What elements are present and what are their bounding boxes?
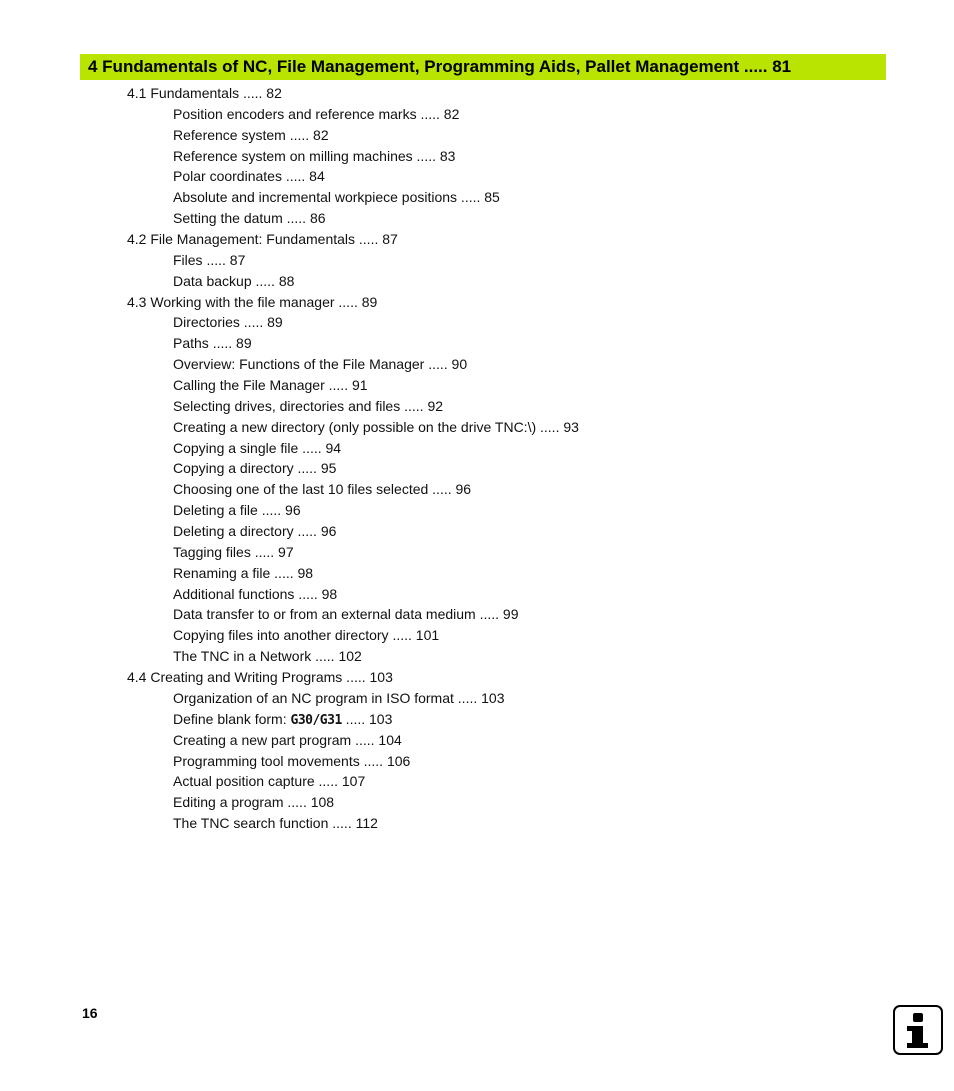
toc-entry[interactable]: Deleting a directory ..... 96: [173, 523, 337, 540]
toc-entry[interactable]: [0, 709, 954, 730]
toc-entry[interactable]: Choosing one of the last 10 files selected ..... 96: [173, 481, 472, 498]
toc-entry[interactable]: Paths ..... 89: [173, 335, 252, 352]
info-icon: [893, 1005, 943, 1055]
toc-entry[interactable]: Tagging files ..... 97: [173, 543, 294, 560]
toc-entry[interactable]: Actual position capture ..... 107: [173, 773, 366, 790]
toc-section[interactable]: 4.4 Creating and Writing Programs ..... 103: [127, 669, 393, 686]
toc-entry[interactable]: Files ..... 87: [173, 251, 246, 268]
toc-entry[interactable]: The TNC in a Network ..... 102: [173, 648, 362, 665]
toc-entry[interactable]: Copying files into another directory ..... 101: [173, 627, 440, 644]
toc-entry[interactable]: Additional functions ..... 98: [173, 585, 338, 602]
toc-entry[interactable]: Programming tool movements ..... 106: [173, 752, 411, 769]
toc-entry[interactable]: Creating a new part program ..... 104: [173, 731, 402, 748]
toc-entry-page: ..... 103: [341, 710, 393, 727]
toc-entry[interactable]: Calling the File Manager ..... 91: [173, 377, 368, 394]
toc-section[interactable]: 4.3 Working with the file manager ..... 89: [127, 293, 378, 310]
toc-entry[interactable]: Data transfer to or from an external data medium ..... 99: [173, 606, 519, 623]
info-icon-glyph: [895, 1007, 941, 1053]
toc-entry[interactable]: Copying a directory ..... 95: [173, 460, 337, 477]
toc-entry[interactable]: Selecting drives, directories and files ..... 92: [173, 397, 444, 414]
toc-entry[interactable]: Reference system ..... 82: [173, 126, 329, 143]
toc-entry[interactable]: Editing a program ..... 108: [173, 794, 335, 811]
toc-section[interactable]: 4.1 Fundamentals ..... 82: [127, 85, 282, 101]
toc-entry[interactable]: Deleting a file ..... 96: [173, 502, 301, 519]
toc-entry[interactable]: Position encoders and reference marks ..... 82: [173, 105, 460, 122]
page-number: 16: [82, 1005, 98, 1021]
toc-entry[interactable]: Organization of an NC program in ISO format ..... 103: [173, 689, 505, 706]
toc-entry[interactable]: Setting the datum ..... 86: [173, 210, 326, 227]
toc-entry[interactable]: Polar coordinates ..... 84: [173, 168, 325, 185]
toc-entry[interactable]: Data backup ..... 88: [173, 272, 295, 289]
toc-entry[interactable]: Absolute and incremental workpiece positions ..... 85: [173, 189, 500, 206]
toc-entry-code: G30/G31: [290, 712, 342, 728]
toc-entry[interactable]: Creating a new directory (only possible on the drive TNC:\) ..... 93: [173, 418, 579, 435]
chapter-heading: 4 Fundamentals of NC, File Management, Programming Aids, Pallet Management ..... 81: [80, 54, 886, 80]
toc-entry[interactable]: The TNC search function ..... 112: [173, 815, 378, 832]
table-of-contents: [0, 83, 954, 834]
toc-entry[interactable]: Copying a single file ..... 94: [173, 439, 342, 456]
toc-section[interactable]: 4.2 File Management: Fundamentals ..... 87: [127, 231, 398, 248]
toc-entry[interactable]: Overview: Functions of the File Manager ..... 90: [173, 356, 468, 373]
toc-entry-text: Define blank form:: [173, 710, 291, 727]
toc-entry[interactable]: Reference system on milling machines ..... 83: [173, 147, 456, 164]
toc-entry[interactable]: Directories ..... 89: [173, 314, 283, 331]
toc-entry[interactable]: Renaming a file ..... 98: [173, 564, 314, 581]
